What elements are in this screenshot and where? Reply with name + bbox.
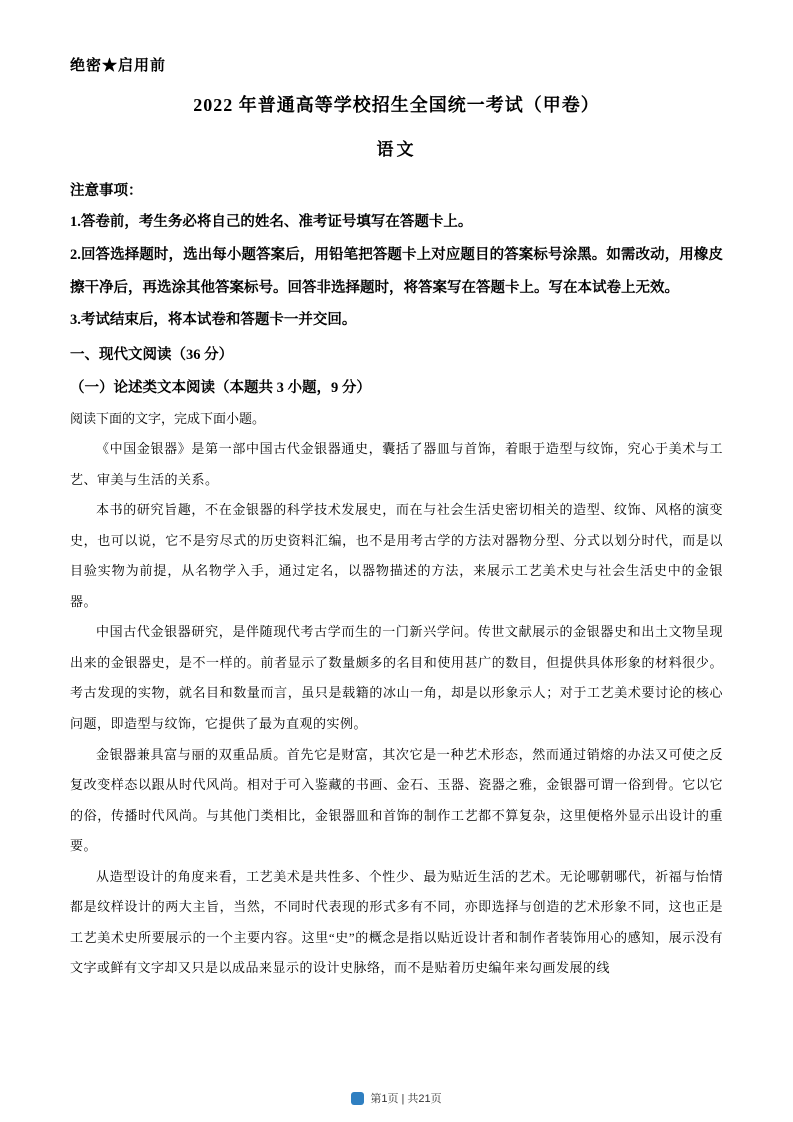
exam-title: 2022 年普通高等学校招生全国统一考试（甲卷） <box>193 95 600 115</box>
notice-heading: 注意事项： <box>70 183 143 199</box>
page-number-label: 第1页 | 共21页 <box>370 1093 442 1105</box>
passage-paragraph-3: 中国古代金银器研究，是伴随现代考古学而生的一门新兴学问。传世文献展示的金银器史和出土文物呈现出来的金银器史，是不一样的。前者显示了数量颇多的名目和使用甚广的数目，但提供具体形象的材料很少。考古发现的实物，就名目和数量而言，虽只是载籍的冰山一角，却是以形象示人；对于工艺美术要讨论的核心问题，即造型与纹饰，它提供了最为直观的实例。 <box>70 624 723 731</box>
subsection-heading-argumentative-reading: （一）论述类文本阅读（本题共 3 小题，9 分） <box>70 379 371 396</box>
passage-text <box>70 434 723 984</box>
reading-instruction: 阅读下面的文字，完成下面小题。 <box>70 411 266 427</box>
section-heading-modern-reading: 一、现代文阅读（36 分） <box>70 346 234 363</box>
passage-paragraph-2: 本书的研究旨趣，不在金银器的科学技术发展史，而在与社会生活史密切相关的造型、纹饰、风格的演变史，也可以说，它不是穷尽式的历史资料汇编，也不是用考古学的方法对器物分型、分式以划分时代，而是以目验实物为前提，从名物学入手，通过定名，以器物描述的方法，来展示工艺美术史与社会生活史中的金银器。 <box>70 502 723 609</box>
classification-label: 绝密★启用前 <box>70 58 167 74</box>
notice-item-1: 1.答卷前，考生务必将自己的姓名、准考证号填写在答题卡上。 <box>70 214 473 231</box>
page-footer <box>0 1090 793 1106</box>
passage-paragraph-1: 《中国金银器》是第一部中国古代金银器通史，囊括了器皿与首饰，着眼于造型与纹饰，究心于美术与工艺、审美与生活的关系。 <box>70 441 723 487</box>
passage-paragraph-5: 从造型设计的角度来看，工艺美术是共性多、个性少、最为贴近生活的艺术。无论哪朝哪代，祈福与怡情都是纹样设计的两大主旨，当然，不同时代表现的形式多有不同，亦即选择与创造的艺术形象不同，这也正是工艺美术史所要展示的一个主要内容。这里“史”的概念是指以贴近设计者和制作者装饰用心的感知，展示没有文字或鲜有文字却又只是以成品来显示的设计史脉络，而不是贴着历史编年来勾画发展的线 <box>70 868 723 976</box>
notice-item-3: 3.考试结束后，将本试卷和答题卡一并交回。 <box>70 312 357 329</box>
footer-watermark-icon <box>351 1092 364 1105</box>
exam-subject: 语文 <box>376 140 417 159</box>
notice-item-2: 2.回答选择题时，选出每小题答案后，用铅笔把答题卡上对应题目的答案标号涂黑。如需改动，用橡皮擦干净后，再选涂其他答案标号。回答非选择题时，将答案写在答题卡上。写在本试卷上无效。 <box>70 247 723 296</box>
passage-paragraph-4: 金银器兼具富与丽的双重品质。首先它是财富，其次它是一种艺术形态，然而通过销熔的办法又可使之反复改变样态以跟从时代风尚。相对于可入鉴藏的书画、金石、玉器、瓷器之雅，金银器可谓一俗到骨。它以它的俗，传播时代风尚。与其他门类相比，金银器皿和首饰的制作工艺都不算复杂，这里便格外显示出设计的重要。 <box>70 746 723 854</box>
